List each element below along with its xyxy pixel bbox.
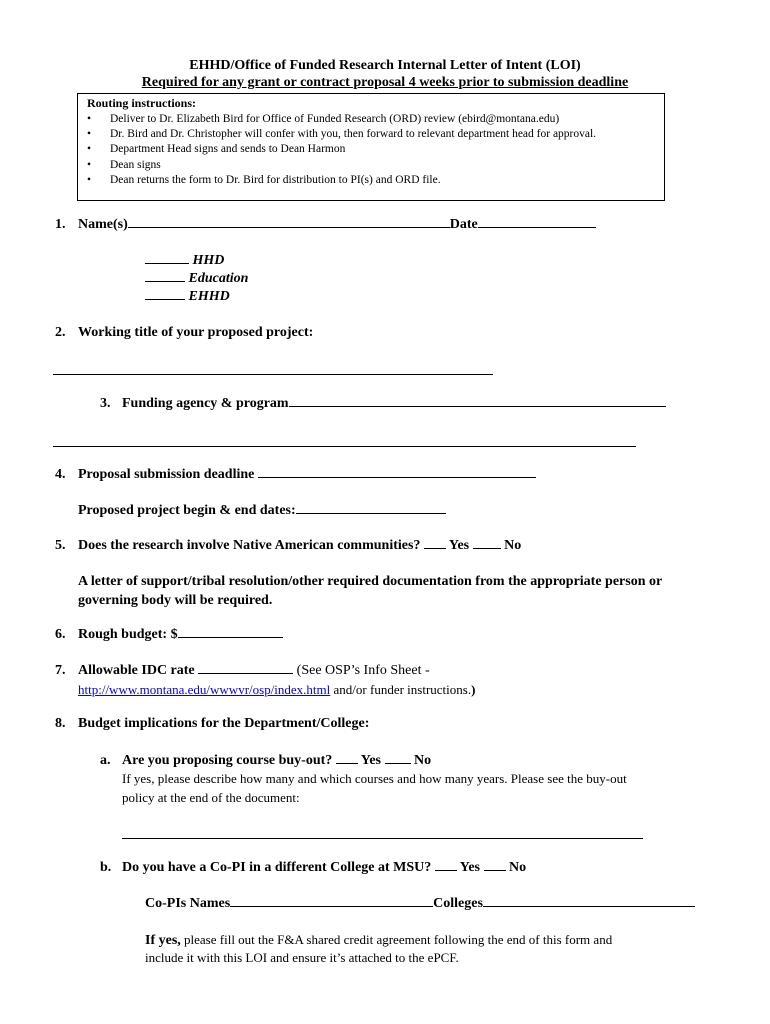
buyout-detail-line1: If yes, please describe how many and which courses and how many years. Please see the buy-out bbox=[122, 771, 627, 786]
idc-rate-field[interactable] bbox=[198, 672, 293, 674]
project-dates-label: Proposed project begin & end dates: bbox=[78, 503, 296, 518]
support-letter-note-line2: governing body will be required. bbox=[78, 593, 273, 608]
q7-number: 7. bbox=[55, 663, 66, 678]
q2-number: 2. bbox=[55, 325, 66, 340]
q5-row bbox=[78, 538, 521, 554]
yes-label: Yes bbox=[459, 860, 480, 875]
colleges-label: Colleges bbox=[433, 896, 483, 911]
funder-note: and/or funder instructions. bbox=[333, 682, 472, 697]
funding-agency-label: Funding agency & program bbox=[122, 396, 289, 411]
budget-implications-label: Budget implications for the Department/College: bbox=[78, 716, 370, 731]
native-no-field[interactable] bbox=[473, 547, 501, 549]
q8b-letter: b. bbox=[100, 860, 112, 875]
native-yes-field[interactable] bbox=[424, 547, 446, 549]
bullet-icon: • bbox=[87, 128, 92, 141]
budget-label: Rough budget: $ bbox=[78, 627, 178, 642]
routing-item: • Dean returns the form to Dr. Bird for distribution to PI(s) and ORD file. bbox=[86, 173, 596, 188]
budget-field[interactable] bbox=[178, 636, 283, 638]
idc-rate-label: Allowable IDC rate bbox=[78, 663, 195, 678]
shared-credit-note-line1: If yes, please fill out the F&A shared credit agreement following the end of this form and bbox=[145, 932, 613, 948]
names-field[interactable] bbox=[128, 226, 450, 228]
shared-credit-note-line2: include it with this LOI and ensure it’s attached to the ePCF. bbox=[145, 950, 459, 965]
bullet-icon: • bbox=[87, 158, 92, 171]
q1-row bbox=[78, 217, 596, 233]
date-field[interactable] bbox=[478, 226, 596, 228]
q8-number: 8. bbox=[55, 716, 66, 731]
deadline-field[interactable] bbox=[258, 476, 536, 478]
colleges-field[interactable] bbox=[483, 905, 695, 907]
buyout-question: Are you proposing course buy-out? bbox=[122, 753, 333, 768]
buyout-detail-line2: policy at the end of the document: bbox=[122, 790, 300, 805]
q6-number: 6. bbox=[55, 627, 66, 642]
idc-note: (See OSP’s Info Sheet - bbox=[296, 663, 430, 678]
project-dates-row bbox=[78, 503, 446, 519]
project-title-label: Working title of your proposed project: bbox=[78, 325, 314, 340]
education-check-field[interactable] bbox=[145, 280, 185, 282]
buyout-detail-field[interactable] bbox=[122, 838, 643, 839]
deadline-label: Proposal submission deadline bbox=[78, 467, 255, 482]
q7-link-row: http://www.montana.edu/wwwvr/osp/index.html and/or funder instructions.) bbox=[78, 682, 476, 697]
project-dates-field[interactable] bbox=[296, 512, 446, 514]
yes-label: Yes bbox=[448, 538, 470, 553]
no-label: No bbox=[414, 753, 432, 768]
q4-number: 4. bbox=[55, 467, 66, 482]
q7-row bbox=[78, 663, 430, 679]
q8b-row bbox=[122, 860, 526, 876]
routing-item: • Dean signs bbox=[86, 158, 596, 173]
q6-row bbox=[78, 627, 283, 643]
routing-list bbox=[86, 112, 596, 188]
q3-number: 3. bbox=[100, 396, 111, 411]
copi-names-row bbox=[145, 896, 695, 912]
no-label: No bbox=[504, 538, 522, 553]
routing-item: • Dr. Bird and Dr. Christopher will confer with you, then forward to relevant department head for approval. bbox=[86, 127, 596, 142]
support-letter-note-line1: A letter of support/tribal resolution/other required documentation from the appropriate person or bbox=[78, 574, 663, 589]
option-hhd: HHD bbox=[145, 253, 224, 269]
q5-number: 5. bbox=[55, 538, 66, 553]
copi-yes-field[interactable] bbox=[435, 869, 457, 871]
q8a-letter: a. bbox=[100, 753, 111, 768]
bullet-icon: • bbox=[87, 113, 92, 125]
copi-question: Do you have a Co-PI in a different College at MSU? bbox=[122, 860, 432, 875]
ehhd-check-field[interactable] bbox=[145, 298, 185, 300]
routing-instructions-box bbox=[77, 93, 665, 201]
bullet-icon: • bbox=[87, 143, 92, 156]
routing-item: • Deliver to Dr. Elizabeth Bird for Office of Funded Research (ORD) review (ebird@montana.edu) bbox=[86, 112, 596, 127]
date-label: Date bbox=[449, 217, 478, 232]
q3-row bbox=[122, 396, 666, 412]
names-label: Name(s) bbox=[78, 217, 128, 232]
copi-names-field[interactable] bbox=[230, 905, 433, 907]
no-label: No bbox=[509, 860, 527, 875]
copi-names-label: Co-PIs Names bbox=[145, 896, 231, 911]
bullet-icon: • bbox=[87, 173, 92, 186]
hhd-check-field[interactable] bbox=[145, 262, 189, 264]
yes-label: Yes bbox=[360, 753, 382, 768]
option-ehhd: EHHD bbox=[145, 289, 230, 305]
project-title-field[interactable] bbox=[53, 374, 493, 375]
funding-agency-field-2[interactable] bbox=[53, 446, 636, 447]
routing-title: Routing instructions: bbox=[87, 96, 197, 110]
osp-info-link[interactable]: http://www.montana.edu/wwwvr/osp/index.html bbox=[78, 682, 331, 697]
page-subtitle: Required for any grant or contract proposal 4 weeks prior to submission deadline bbox=[141, 75, 629, 90]
q8a-row bbox=[122, 753, 431, 769]
page-title: EHHD/Office of Funded Research Internal Letter of Intent (LOI) bbox=[189, 58, 581, 73]
copi-no-field[interactable] bbox=[484, 869, 506, 871]
q4-row bbox=[78, 467, 536, 483]
funding-agency-field[interactable] bbox=[289, 405, 666, 407]
routing-item: • Department Head signs and sends to Dean Harmon bbox=[86, 142, 596, 157]
buyout-no-field[interactable] bbox=[385, 762, 411, 764]
option-education: Education bbox=[145, 271, 248, 287]
native-american-label: Does the research involve Native American communities? bbox=[78, 538, 421, 553]
buyout-yes-field[interactable] bbox=[336, 762, 358, 764]
q1-number: 1. bbox=[55, 217, 66, 232]
